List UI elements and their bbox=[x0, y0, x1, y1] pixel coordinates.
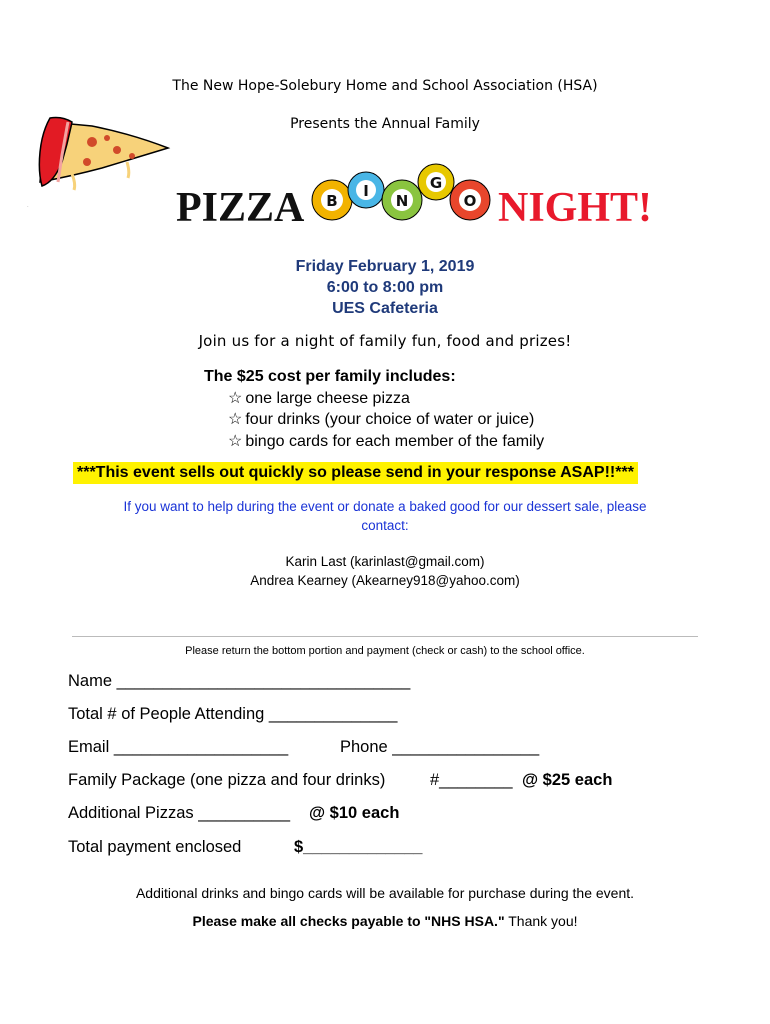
additional-pizzas-price: @ $10 each bbox=[309, 804, 400, 822]
image-credit: . bbox=[27, 203, 29, 209]
event-location: UES Cafeteria bbox=[332, 300, 438, 317]
bingo-letter: B bbox=[326, 192, 338, 210]
contacts bbox=[0, 552, 770, 590]
event-details bbox=[0, 256, 770, 319]
cost-section bbox=[204, 366, 544, 452]
help-line-1: If you want to help during the event or donate a baked good for our dessert sale, please bbox=[123, 499, 647, 514]
cost-item-label: one large cheese pizza bbox=[245, 389, 410, 407]
cost-item-label: bingo cards for each member of the family bbox=[245, 432, 545, 450]
list-item bbox=[204, 409, 544, 431]
checks-note bbox=[0, 913, 770, 929]
cost-heading: The $25 cost per family includes: bbox=[204, 368, 456, 385]
total-field[interactable]: $_____________ bbox=[294, 838, 423, 856]
thank-you: Thank you! bbox=[504, 913, 578, 929]
email-field[interactable]: Email ___________________ bbox=[68, 738, 289, 756]
join-tagline: Join us for a night of family fun, food and prizes! bbox=[198, 332, 572, 350]
bingo-letter: O bbox=[463, 192, 477, 210]
divider bbox=[72, 636, 698, 637]
event-time: 6:00 to 8:00 pm bbox=[326, 279, 444, 296]
help-line-2: contact: bbox=[361, 518, 409, 533]
star-icon: ☆ bbox=[228, 411, 243, 428]
total-label: Total payment enclosed bbox=[68, 838, 242, 856]
bingo-letter: I bbox=[363, 182, 369, 200]
return-note: Please return the bottom portion and payment (check or cash) to the school office. bbox=[185, 645, 585, 657]
asap-notice: ***This event sells out quickly so please send in your response ASAP!!*** bbox=[73, 462, 638, 484]
list-item bbox=[204, 388, 544, 410]
list-item bbox=[204, 431, 544, 453]
event-date: Friday February 1, 2019 bbox=[295, 258, 475, 275]
star-icon: ☆ bbox=[228, 432, 243, 450]
family-package-quantity[interactable]: #________ bbox=[430, 771, 513, 789]
title-pizza: PIZZA bbox=[176, 185, 305, 231]
family-package-label: Family Package (one pizza and four drinks) bbox=[68, 771, 386, 789]
family-package-price: @ $25 each bbox=[522, 771, 613, 789]
checks-payable: Please make all checks payable to "NHS HSA." bbox=[192, 913, 505, 929]
contact-2: Andrea Kearney (Akearney918@yahoo.com) bbox=[250, 573, 520, 588]
bingo-letter: N bbox=[395, 192, 409, 210]
contact-1: Karin Last (karinlast@gmail.com) bbox=[285, 554, 485, 569]
footer-note: Additional drinks and bingo cards will be available for purchase during the event. bbox=[135, 885, 635, 901]
phone-field[interactable]: Phone ________________ bbox=[340, 738, 540, 756]
bingo-balls-logo bbox=[304, 150, 500, 230]
additional-pizzas-field[interactable]: Additional Pizzas __________ bbox=[68, 804, 291, 822]
name-field[interactable]: Name ________________________________ bbox=[68, 672, 411, 690]
star-icon: ☆ bbox=[228, 389, 243, 407]
people-field[interactable]: Total # of People Attending ______________ bbox=[68, 705, 398, 723]
cost-item-label: four drinks (your choice of water or juice) bbox=[245, 411, 535, 428]
help-text bbox=[0, 497, 770, 535]
presents-line: Presents the Annual Family bbox=[290, 116, 480, 132]
bingo-letter: G bbox=[429, 174, 443, 192]
hsa-line: The New Hope-Solebury Home and School Association (HSA) bbox=[172, 78, 598, 94]
title-night: NIGHT! bbox=[498, 185, 653, 231]
